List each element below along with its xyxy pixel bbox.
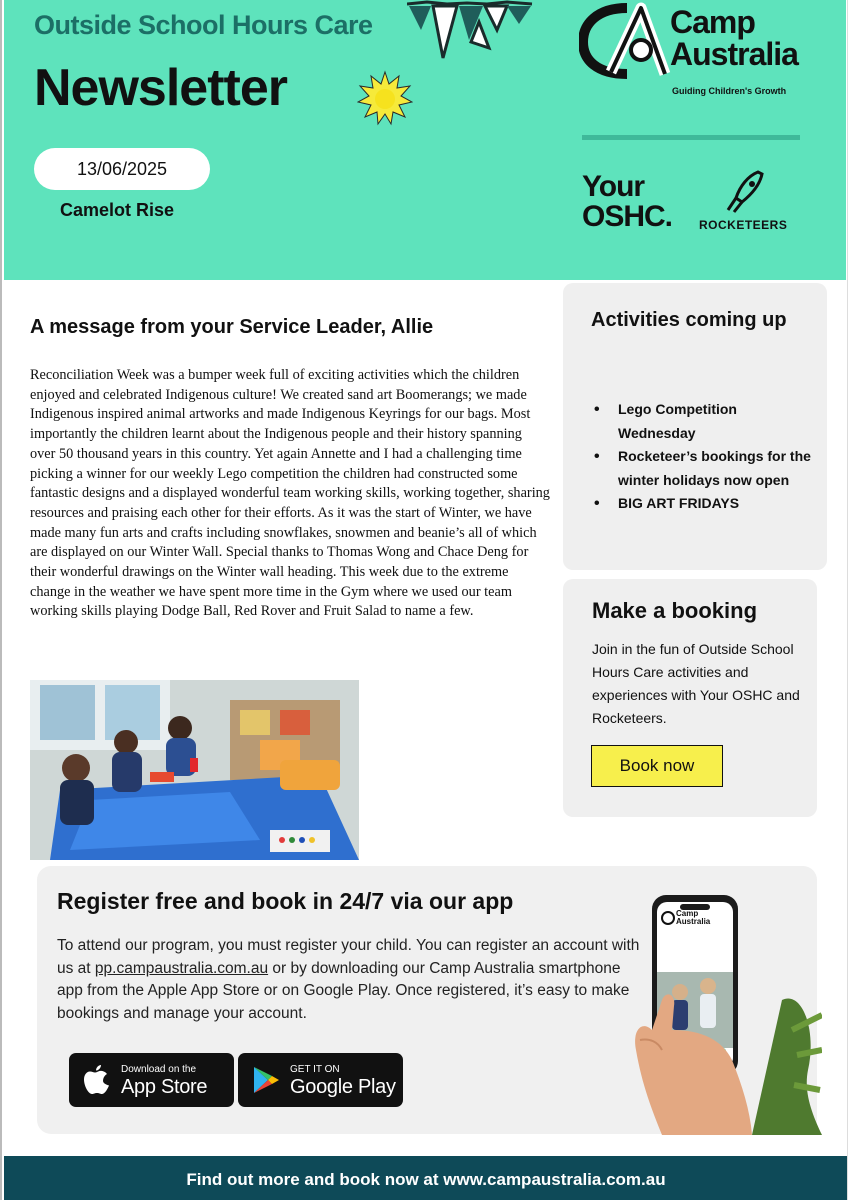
partner1-line1: Your (582, 170, 645, 203)
brand-name-line2: Australia (670, 36, 798, 72)
date-badge: 13/06/2025 (34, 148, 210, 190)
list-item: • BIG ART FRIDAYS (592, 492, 812, 516)
location-label: Camelot Rise (60, 200, 175, 220)
appstore-big-label: App Store (121, 1076, 208, 1098)
footer-banner: Find out more and book now at www.campaustralia.com.au (4, 1156, 848, 1200)
register-link[interactable]: pp.campaustralia.com.au (94, 959, 269, 977)
phone-screen-brand-line1: Camp (676, 909, 699, 918)
app-store-button[interactable] (69, 1053, 234, 1107)
list-item: • Rocketeer’s bookings for the winter holidays now open (592, 445, 812, 492)
header-divider (582, 135, 800, 140)
apple-icon (83, 1064, 111, 1096)
page-title: Newsletter (34, 59, 287, 117)
googleplay-small-label: GET IT ON (290, 1064, 340, 1075)
your-oshc-logo (582, 172, 672, 232)
header-subtitle: Outside School Hours Care (34, 10, 373, 40)
message-heading: A message from your Service Leader, Allie (30, 316, 434, 338)
app-heading: Register free and book in 24/7 via our app (57, 888, 514, 914)
message-body: Reconciliation Week was a bumper week full of exciting activities which the children enjoyed and celebrated Indigenous culture! We created sand art Boomerangs; we made Indigenous inspired animal artworks and made Indigenous Keyrings for our bags. Most importantly the children learnt about the Indigenous people and their history spanning over 50 thousand years in this country. Yet again Annette and I had a challenging time picking a winner for our weekly Lego competition the children had constructed some fantastic designs and a displayed wonderful team working skills, working together, sharing resources and praising each other for their efforts. As it was the start of Winter, we have made many fun arts and crafts including snowflakes, snowmen and beanie’s all of which are displayed on our Winter Wall. Special thanks to Thomas Wong and Chace Deng for their wonderful drawings on the Winter wall heading. This week due to the extreme change in the weather we have spent more time in the Gym where we used our team working skills playing Dodge Ball, Red Rover and Fruit Salad to name a few. (30, 367, 550, 620)
partner1-line2: OSHC. (582, 200, 673, 233)
sun-icon (357, 70, 413, 126)
app-text-part1: To attend our program, you must register your child. You can register an account with us at (57, 937, 640, 977)
google-play-button[interactable] (238, 1053, 403, 1107)
booking-heading: Make a booking (592, 598, 758, 623)
app-text-part2: or by downloading our Camp Australia smartphone app from the Apple App Store or on Google Play. Once registered, it’s easy to make bookings and manage your account. (57, 959, 630, 1022)
bunting-decoration-icon (407, 0, 537, 70)
brand-tagline: Guiding Children's Growth (672, 86, 787, 96)
list-item: • Lego Competition Wednesday (592, 398, 812, 445)
googleplay-big-label: Google Play (290, 1076, 396, 1098)
brand-name-line1: Camp (670, 4, 755, 40)
book-now-button[interactable]: Book now (591, 745, 723, 787)
booking-text: Join in the fun of Outside School Hours Care activities and experiences with Your OSHC and Rocketeers. (592, 641, 800, 726)
rocketeers-logo: ROCKETEERS (699, 218, 788, 232)
app-description (57, 935, 647, 1025)
phone-screen-brand-line2: Australia (676, 917, 711, 926)
appstore-small-label: Download on the (121, 1064, 197, 1075)
children-crafting-photo (30, 680, 359, 860)
google-play-icon (252, 1065, 280, 1095)
activities-list (592, 398, 812, 516)
phone-in-hand-illustration (632, 880, 822, 1135)
activities-heading: Activities coming up (591, 309, 787, 331)
brand-name (670, 6, 798, 70)
rocket-icon (724, 168, 770, 214)
